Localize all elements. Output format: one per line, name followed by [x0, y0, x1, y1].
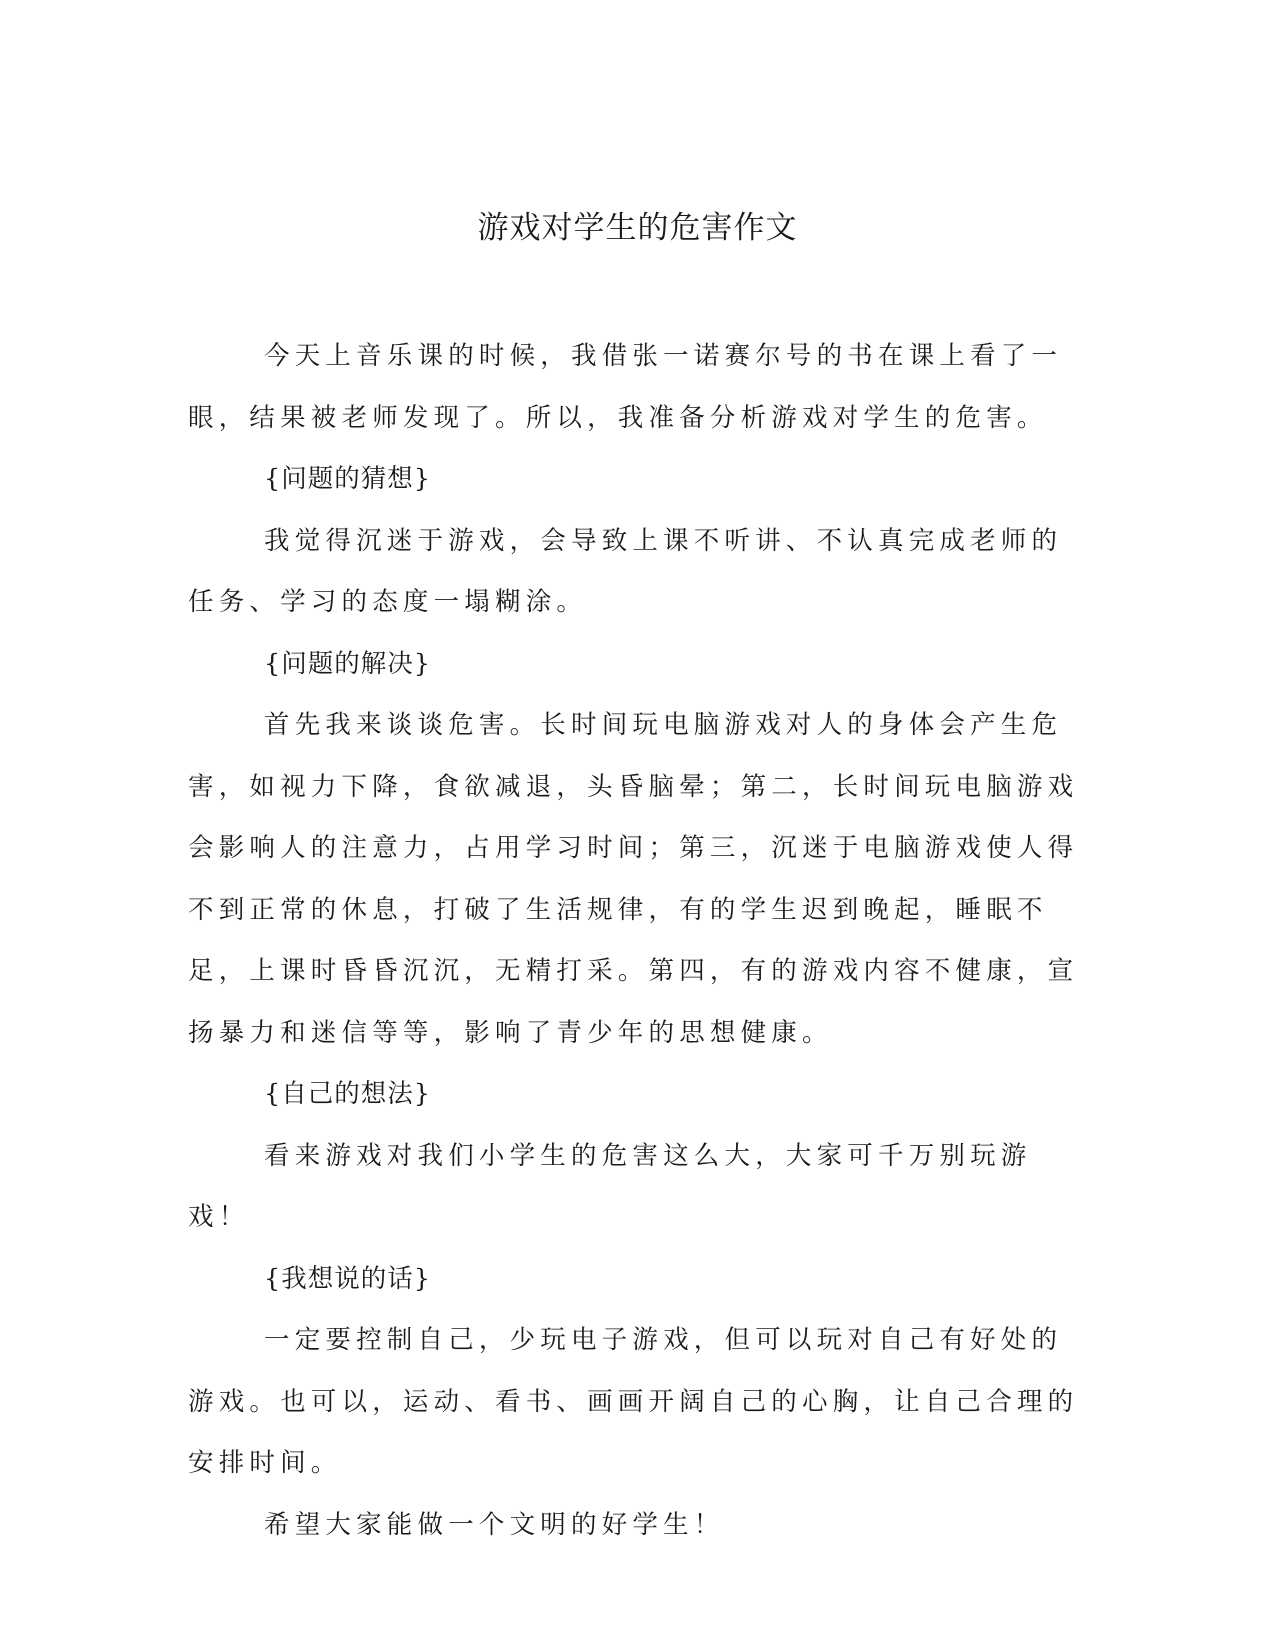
section-heading-opinion: {自己的想法} — [264, 1079, 431, 1109]
paragraph-words: 一定要控制自己，少玩电子游戏，但可以玩对自己有好处的游戏。也可以，运动、看书、画画开阔自己的心胸，让自己合理的安排时间。 — [188, 1325, 1079, 1478]
section-heading-words: {我想说的话} — [264, 1263, 431, 1294]
paragraph-guess: 我觉得沉迷于游戏，会导致上课不听讲、不认真完成老师的任务、学习的态度一塌糊涂。 — [188, 525, 1063, 617]
section-heading-solution: {问题的解决} — [264, 648, 431, 679]
document-body — [188, 326, 1080, 1556]
paragraph-opinion: 看来游戏对我们小学生的危害这么大，大家可千万别玩游戏！ — [188, 1140, 1032, 1232]
paragraph-closing: 希望大家能做一个文明的好学生！ — [264, 1509, 725, 1540]
document-title: 游戏对学生的危害作文 — [477, 210, 798, 246]
paragraph-intro: 今天上音乐课的时候，我借张一诺赛尔号的书在课上看了一眼，结果被老师发现了。所以，我准备分析游戏对学生的危害。 — [188, 341, 1063, 433]
paragraph-solution: 首先我来谈谈危害。长时间玩电脑游戏对人的身体会产生危害，如视力下降，食欲减退，头昏脑晕；第二，长时间玩电脑游戏会影响人的注意力，占用学习时间；第三，沉迷于电脑游戏使人得不到正常的休息，打破了生活规律，有的学生迟到晚起，睡眠不足，上课时昏昏沉沉，无精打采。第四，有的游戏内容不健康，宣扬暴力和迷信等等，影响了青少年的思想健康。 — [188, 710, 1079, 1048]
section-heading-guess: {问题的猜想} — [264, 464, 431, 494]
